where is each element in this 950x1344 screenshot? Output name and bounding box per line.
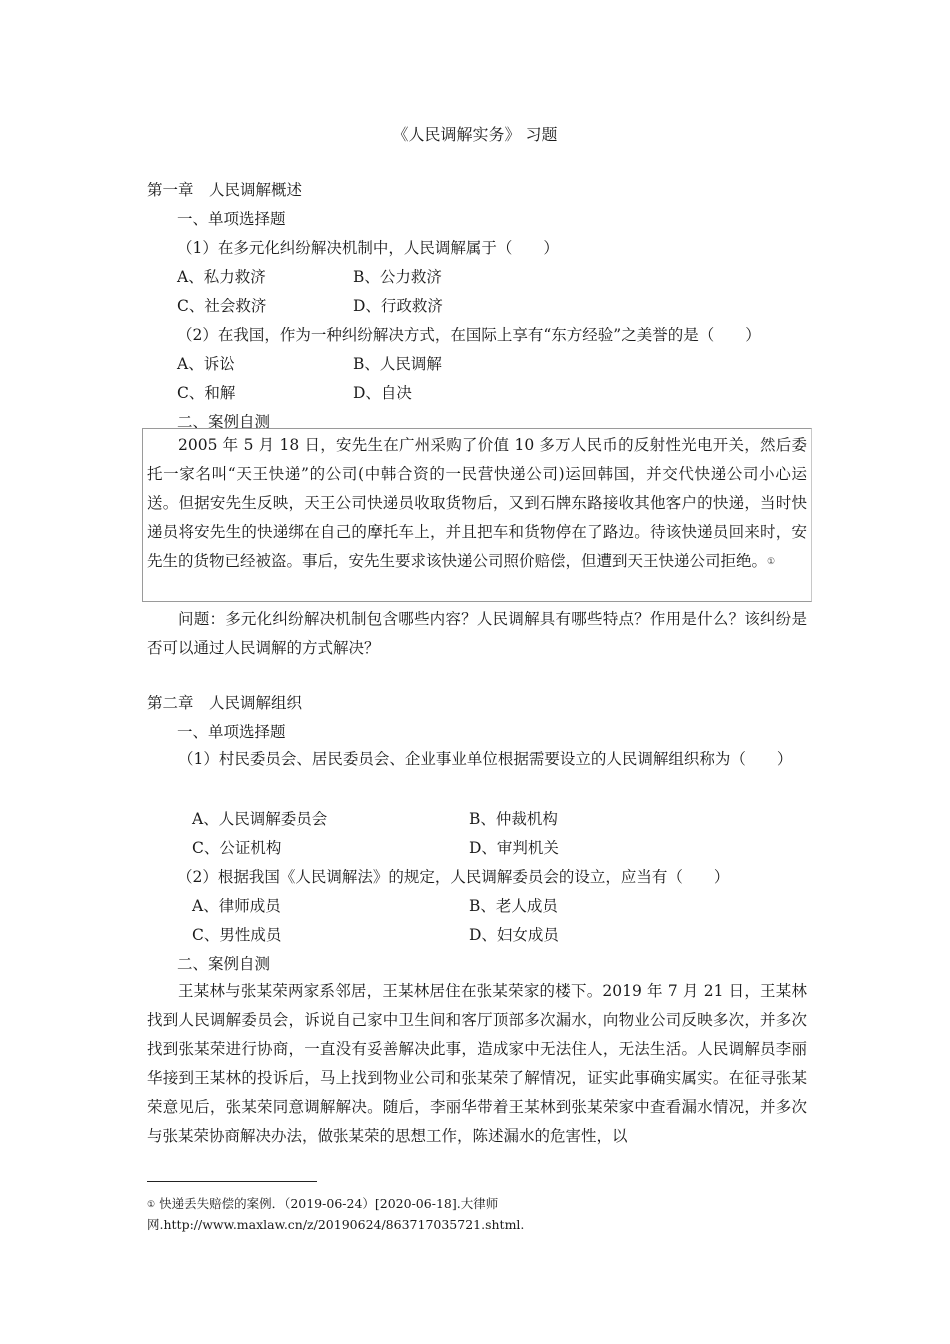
option: B、人民调解 [353, 355, 442, 373]
case-paragraph: 王某林与张某荣两家系邻居，王某林居住在张某荣家的楼下。2019 年 7 月 21 日，王某林找到人民调解委员会，诉说自己家中卫生间和客厅顶部多次漏水，向物业公司反映多次，并多次找到张某荣进行协商，一直没有妥善解决此事，造成家中无法住人，无法生活。人民调解员李丽华接到王某林的投诉后，马上找到物业公司和张某荣了解情况，证实此事确实属实。在征寻张某荣意见后，张某荣同意调解解决。随后，李丽华带着王某林到张某荣家中查看漏水情况，并多次与张某荣协商解决办法，做张某荣的思想工作，陈述漏水的危害性，以 [147, 982, 807, 1145]
option: D、行政救济 [353, 297, 443, 315]
option: C、和解 [177, 384, 236, 402]
option: C、公证机构 [192, 839, 282, 857]
option: A、私力救济 [177, 268, 266, 286]
footnote [147, 1194, 807, 1234]
option: B、仲裁机构 [469, 810, 558, 828]
footnote-text: 快递丢失赔偿的案例．（2019-06-24）[2020-06-18].大律师网.http://www.maxlaw.cn/z/20190624/863717035721.shtml. [147, 1196, 525, 1232]
footnote-mark: ① [147, 1200, 156, 1210]
section-heading: 二、案例自测 [177, 413, 271, 431]
option: C、社会救济 [177, 297, 267, 315]
case-text: 2005 年 5 月 18 日，安先生在广州采购了价值 10 多万人民币的反射性光电开关，然后委托一家名叫“天王快递”的公司(中韩合资的一民营快递公司)运回韩国，并交代快递公司小心运送。但据安先生反映，天王公司快递员收取货物后，又到石牌东路接收其他客户的快递，当时快递员将安先生的快递绑在自己的摩托车上，并且把车和货物停在了路边。待该快递员回来时，安先生的货物已经被盗。事后，安先生要求该快递公司照价赔偿，但遭到天王快递公司拒绝。 [147, 436, 807, 570]
question-text: （2）在我国，作为一种纠纷解决方式，在国际上享有“东方经验”之美誉的是（ ） [177, 326, 761, 344]
section-heading: 一、单项选择题 [177, 723, 286, 741]
option: C、男性成员 [192, 926, 282, 944]
option: A、人民调解委员会 [192, 810, 328, 828]
option: A、诉讼 [177, 355, 235, 373]
option: D、妇女成员 [469, 926, 559, 944]
section-heading: 一、单项选择题 [177, 210, 286, 228]
section-heading: 二、案例自测 [177, 955, 271, 973]
chapter-heading: 第一章 人民调解概述 [147, 181, 303, 199]
chapter-heading: 第二章 人民调解组织 [147, 694, 303, 712]
option: A、律师成员 [192, 897, 281, 915]
question-text: （2）根据我国《人民调解法》的规定，人民调解委员会的设立，应当有（ ） [177, 868, 730, 886]
question-text: （1）村民委员会、居民委员会、企业事业单位根据需要设立的人民调解组织称为（ ） [178, 750, 793, 768]
case-paragraph [147, 431, 807, 577]
document-title: 《人民调解实务》 习题 [392, 125, 558, 144]
question-text: （1）在多元化纠纷解决机制中，人民调解属于（ ） [177, 239, 559, 257]
footnote-ref: ① [767, 557, 776, 567]
case-question: 问题：多元化纠纷解决机制包含哪些内容？人民调解具有哪些特点？作用是什么？该纠纷是否可以通过人民调解的方式解决？ [147, 610, 807, 657]
option: B、公力救济 [353, 268, 442, 286]
option: D、自决 [353, 384, 412, 402]
option: B、老人成员 [469, 897, 558, 915]
option: D、审判机关 [469, 839, 559, 857]
footnote-divider [147, 1181, 317, 1182]
